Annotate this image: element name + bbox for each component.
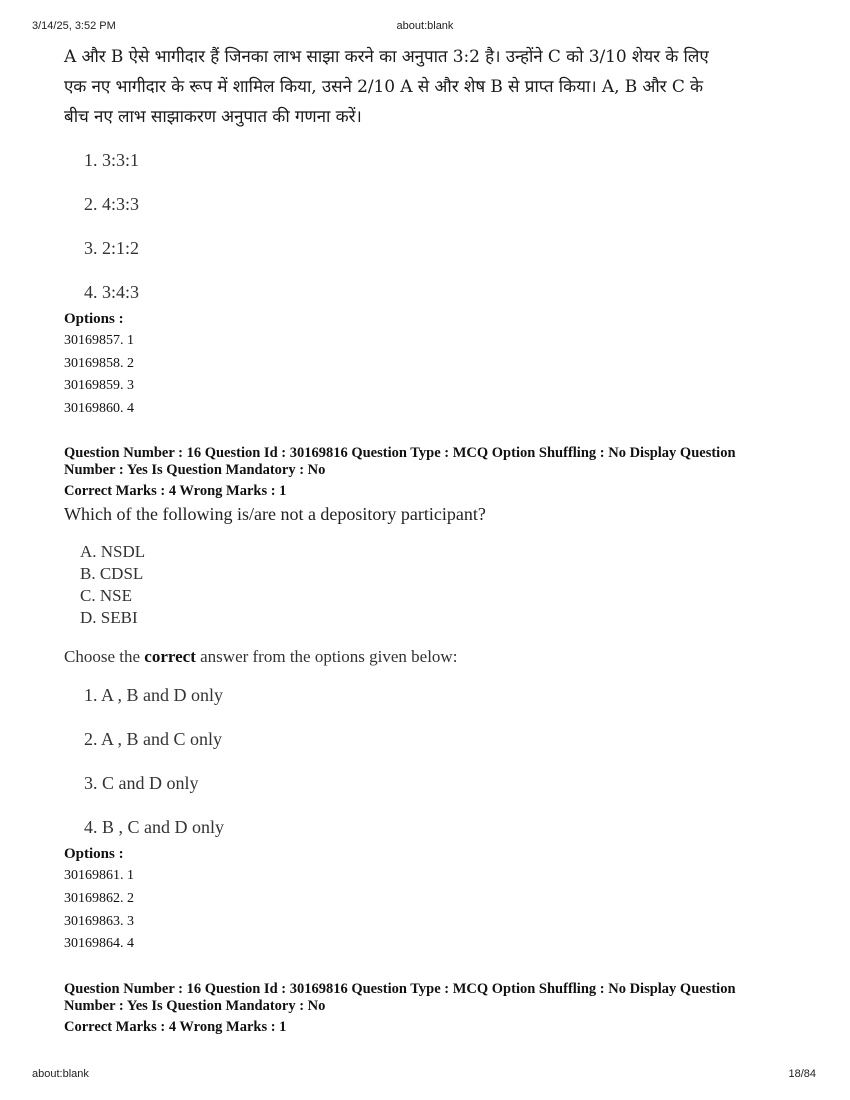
choose-bold: correct <box>144 647 196 667</box>
question-text: Which of the following is/are not a depository participant? <box>64 504 486 525</box>
print-url: about:blank <box>32 1068 89 1080</box>
option-id: 30169860. 4 <box>64 400 134 416</box>
answer-choices <box>84 673 794 849</box>
option-id-list <box>64 330 794 420</box>
question-text-hindi <box>64 42 794 132</box>
question-meta-line: Question Number : 16 Question Id : 30169816 Question Type : MCQ Option Shuffling : No Display Question <box>64 445 736 462</box>
question-line: A और B ऐसे भागीदार हैं जिनका लाभ साझा करने का अनुपात 3:2 है। उन्होंने C को 3/10 शेयर के लिए <box>64 47 709 67</box>
page-number: 18/84 <box>788 1068 816 1080</box>
marks-line: Correct Marks : 4 Wrong Marks : 1 <box>64 1018 287 1035</box>
statement-list <box>80 541 794 629</box>
page-content <box>64 42 794 1036</box>
option-id-list <box>64 865 794 955</box>
question-line: बीच नए लाभ साझाकरण अनुपात की गणना करें। <box>64 107 362 127</box>
answer-choice: 2. 4:3:3 <box>84 194 140 214</box>
option-id: 30169863. 3 <box>64 913 134 929</box>
question-meta <box>64 981 794 1036</box>
option-id: 30169859. 3 <box>64 378 134 394</box>
question-meta-line: Question Number : 16 Question Id : 30169816 Question Type : MCQ Option Shuffling : No Display Question <box>64 980 736 997</box>
choose-suffix: answer from the options given below: <box>195 647 458 667</box>
marks-line: Correct Marks : 4 Wrong Marks : 1 <box>64 483 287 500</box>
answer-choice: 1. A , B and D only <box>84 685 224 706</box>
options-label: Options : <box>64 311 124 327</box>
option-id: 30169864. 4 <box>64 936 134 952</box>
print-title: about:blank <box>396 20 454 32</box>
statement: D. SEBI <box>80 608 138 628</box>
answer-choice: 4. 3:4:3 <box>84 282 140 302</box>
choose-instruction <box>64 647 794 667</box>
print-datetime: 3/14/25, 3:52 PM <box>32 20 116 32</box>
option-id: 30169857. 1 <box>64 333 134 348</box>
answer-choice: 2. A , B and C only <box>84 729 223 750</box>
answer-choice: 1. 3:3:1 <box>84 150 140 170</box>
question-line: एक नए भागीदार के रूप में शामिल किया, उसने 2/10 A से और शेष B से प्राप्त किया। A, B और C के <box>64 77 704 97</box>
answer-choice: 3. C and D only <box>84 773 199 794</box>
print-footer <box>0 1068 850 1088</box>
statement: B. CDSL <box>80 564 144 584</box>
answer-choice: 4. B , C and D only <box>84 817 225 838</box>
option-id: 30169858. 2 <box>64 355 134 371</box>
question-meta <box>64 445 794 500</box>
option-id: 30169862. 2 <box>64 890 134 906</box>
question-meta-line: Number : Yes Is Question Mandatory : No <box>64 997 326 1014</box>
option-id: 30169861. 1 <box>64 868 134 884</box>
question-meta-line: Number : Yes Is Question Mandatory : No <box>64 462 326 479</box>
answer-choices <box>84 138 794 314</box>
statement: A. NSDL <box>80 542 146 562</box>
statement: C. NSE <box>80 586 132 606</box>
print-header <box>0 20 850 40</box>
answer-choice: 3. 2:1:2 <box>84 238 140 258</box>
options-label: Options : <box>64 846 124 863</box>
choose-prefix: Choose the <box>64 647 145 667</box>
